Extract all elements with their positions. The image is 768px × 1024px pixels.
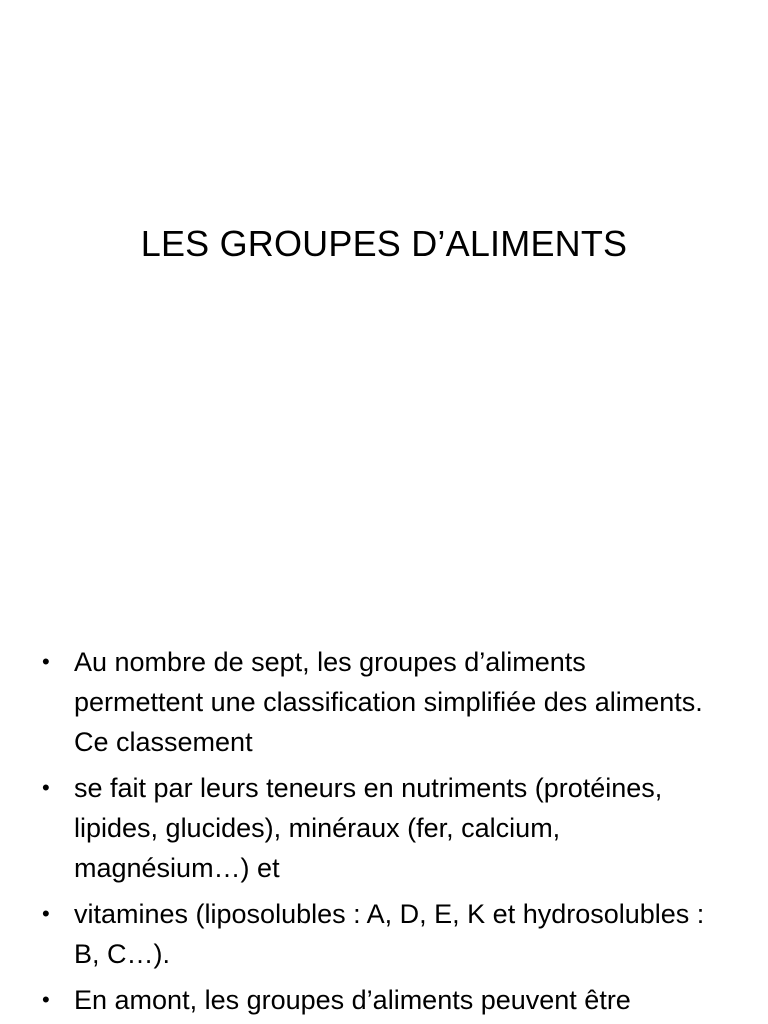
bullet-icon: • xyxy=(42,901,50,926)
bullet-item xyxy=(40,894,720,974)
bullet-item xyxy=(40,642,720,762)
slide-title: LES GROUPES D’ALIMENTS xyxy=(140,223,628,264)
bullet-icon: • xyxy=(42,649,50,674)
bullet-item xyxy=(40,980,720,1020)
bullet-icon: • xyxy=(42,775,50,800)
bullet-list xyxy=(40,642,720,1024)
bullet-icon: • xyxy=(42,987,50,1012)
bullet-text: En amont, les groupes d’aliments peuvent être xyxy=(74,985,631,1015)
bullet-text: vitamines (liposolubles : A, D, E, K et hydrosolubles : B, C…). xyxy=(74,899,705,969)
bullet-item xyxy=(40,768,720,888)
bullet-text: se fait par leurs teneurs en nutriments (protéines, lipides, glucides), minéraux (fer, calcium, magnésium…) et xyxy=(74,773,663,883)
bullet-text: Au nombre de sept, les groupes d’aliments permettent une classification simplifiée des aliments. Ce classement xyxy=(74,647,703,757)
